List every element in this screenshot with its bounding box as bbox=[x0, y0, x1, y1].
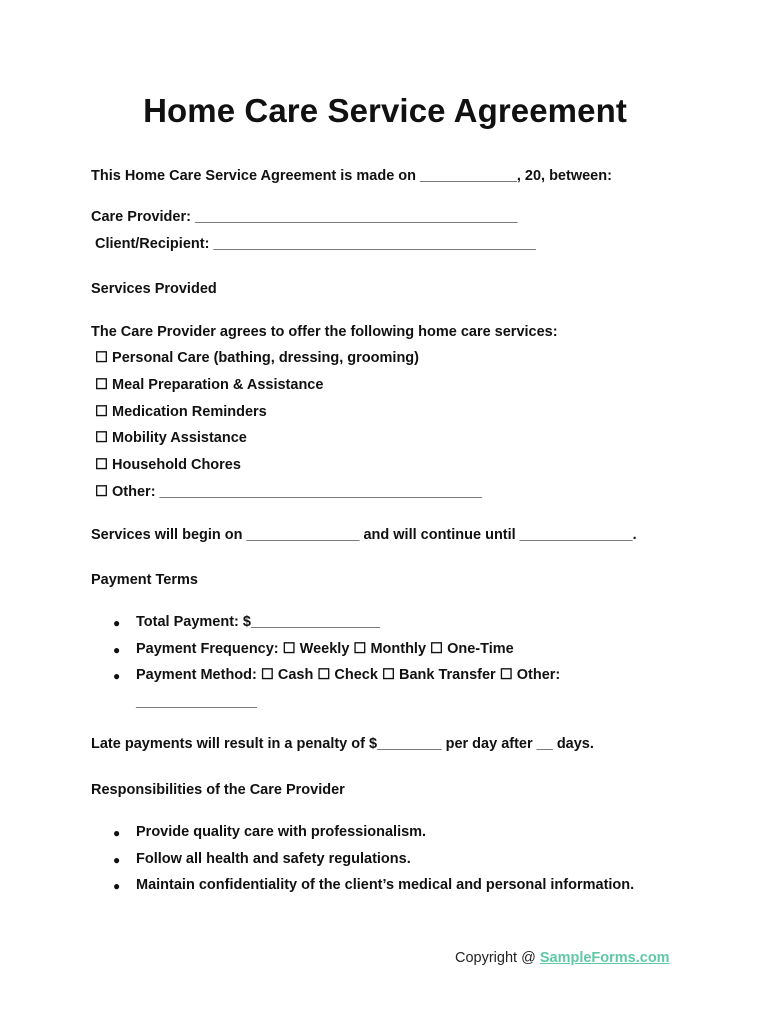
payment-item: Payment Frequency: ☐ Weekly ☐ Monthly ☐ One-Time bbox=[136, 641, 514, 657]
client-recipient-field: Client/Recipient: ________________________________________ bbox=[95, 236, 536, 252]
sampleforms-link[interactable]: SampleForms.com bbox=[539, 950, 670, 966]
service-item: ☐ Medication Reminders bbox=[95, 404, 267, 420]
bullet-icon: ● bbox=[113, 616, 121, 630]
bullet-icon: ● bbox=[113, 643, 121, 657]
late-payment-text: Late payments will result in a penalty of $________ per day after __ days. bbox=[91, 736, 594, 752]
service-item: ☐ Household Chores bbox=[95, 457, 241, 473]
responsibilities-heading: Responsibilities of the Care Provider bbox=[91, 782, 345, 798]
bullet-icon: ● bbox=[113, 826, 121, 840]
document-title: Home Care Service Agreement bbox=[143, 92, 627, 129]
service-item: ☐ Mobility Assistance bbox=[95, 430, 247, 446]
payment-item: Payment Method: ☐ Cash ☐ Check ☐ Bank Transfer ☐ Other: bbox=[136, 667, 561, 683]
payment-heading: Payment Terms bbox=[91, 572, 198, 588]
service-item: ☐ Personal Care (bathing, dressing, grooming) bbox=[95, 350, 419, 366]
service-item-other: ☐ Other: ________________________________________ bbox=[95, 484, 483, 500]
responsibility-item: Maintain confidentiality of the client’s medical and personal information. bbox=[136, 877, 635, 893]
responsibility-item: Follow all health and safety regulations. bbox=[136, 851, 411, 867]
payment-other-blank: _______________ bbox=[136, 694, 257, 710]
bullet-icon: ● bbox=[113, 669, 121, 683]
service-item: ☐ Meal Preparation & Assistance bbox=[95, 377, 324, 393]
bullet-icon: ● bbox=[113, 853, 121, 867]
payment-item: Total Payment: $________________ bbox=[136, 614, 380, 630]
responsibility-item: Provide quality care with professionalism. bbox=[136, 824, 427, 840]
copyright-footer bbox=[455, 950, 670, 966]
service-dates: Services will begin on ______________ and will continue until ______________. bbox=[91, 527, 637, 543]
care-provider-field: Care Provider: ________________________________________ bbox=[91, 209, 518, 225]
bullet-icon: ● bbox=[113, 879, 121, 893]
services-lead: The Care Provider agrees to offer the following home care services: bbox=[91, 324, 558, 340]
intro-text: This Home Care Service Agreement is made on ____________, 20, between: bbox=[91, 168, 612, 184]
copyright-prefix: Copyright @ bbox=[455, 950, 540, 966]
services-heading: Services Provided bbox=[91, 281, 217, 297]
